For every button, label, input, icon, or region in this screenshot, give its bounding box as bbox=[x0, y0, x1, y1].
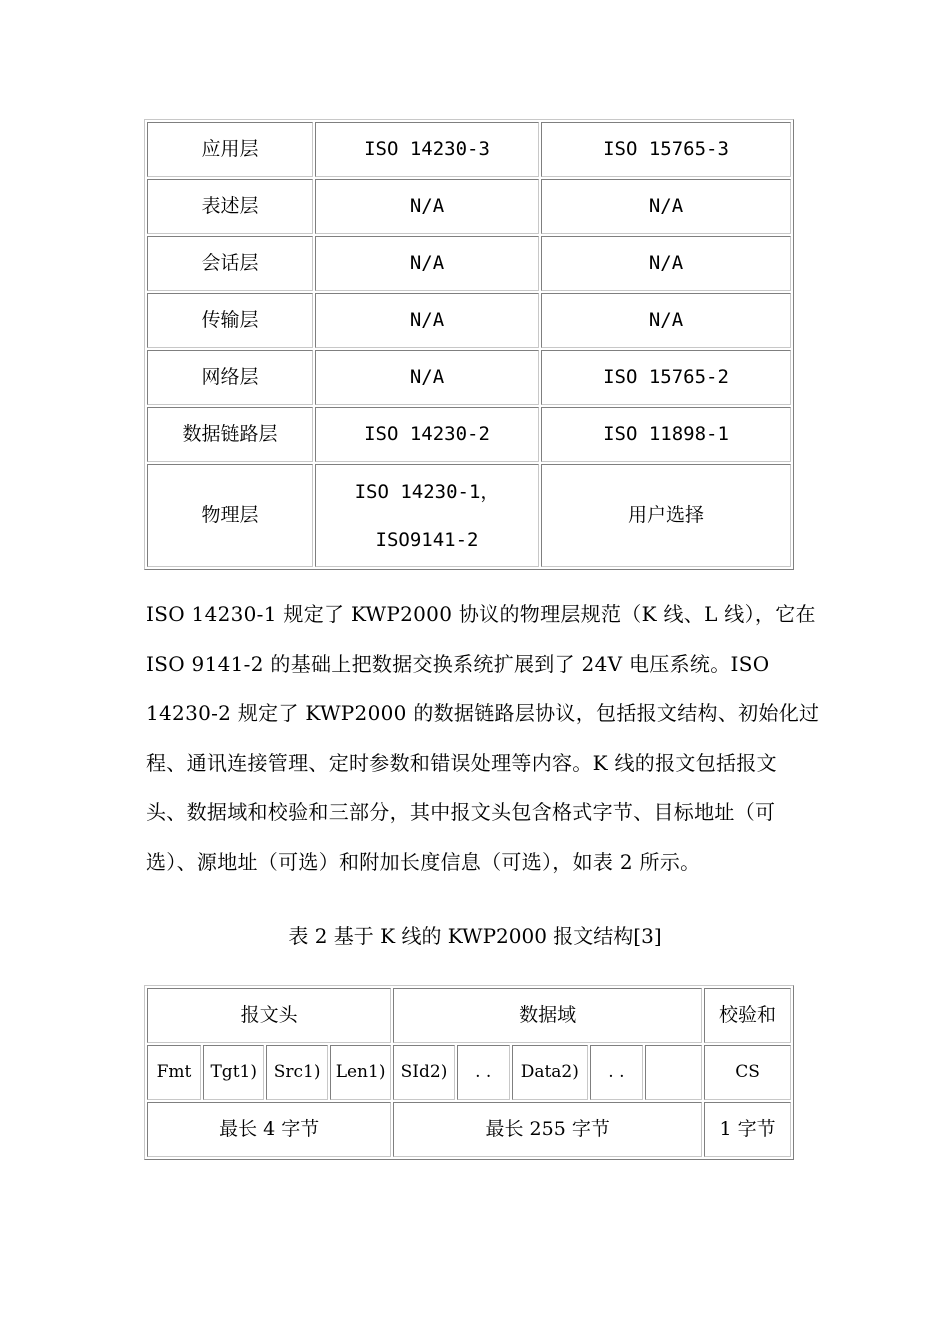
tgt-field-cell: Tgt1) bbox=[203, 1045, 264, 1100]
paragraph-line: ISO 14230-1 规定了 KWP2000 协议的物理层规范（K 线、L 线），它在 bbox=[146, 602, 816, 626]
can-standard-cell: 用户选择 bbox=[541, 464, 791, 567]
table-row bbox=[147, 293, 791, 348]
paragraph-line: 14230-2 规定了 KWP2000 的数据链路层协议，包括报文结构、初始化过 bbox=[146, 701, 820, 726]
kline-standard-cell: ISO 14230-3 bbox=[315, 122, 539, 177]
ellipsis-field-cell: . . bbox=[457, 1045, 510, 1100]
src-field-cell: Src1) bbox=[266, 1045, 327, 1100]
kline-standard-cell: N/A bbox=[315, 179, 539, 234]
paragraph-line: 程、通讯连接管理、定时参数和错误处理等内容。K 线的报文包括报文 bbox=[146, 750, 777, 775]
table-row bbox=[147, 350, 791, 405]
kline-standard-line1: ISO 14230-1， bbox=[354, 480, 500, 503]
table-caption: 表 2 基于 K 线的 KWP2000 报文结构[3] bbox=[288, 924, 662, 948]
layer-name-cell: 网络层 bbox=[147, 350, 313, 405]
body-paragraph bbox=[146, 590, 820, 888]
kline-standard-cell: N/A bbox=[315, 293, 539, 348]
table-row bbox=[147, 1102, 791, 1157]
table-row bbox=[147, 122, 791, 177]
layer-name-cell: 会话层 bbox=[147, 236, 313, 291]
paragraph-line: 头、数据域和校验和三部分，其中报文头包含格式字节、目标地址（可 bbox=[146, 800, 776, 825]
kline-standard-cell: N/A bbox=[315, 236, 539, 291]
can-standard-cell: N/A bbox=[541, 179, 791, 234]
can-standard-cell: ISO 15765-3 bbox=[541, 122, 791, 177]
kwp2000-message-structure-table bbox=[144, 985, 794, 1160]
data-length-cell: 最长 255 字节 bbox=[393, 1102, 702, 1157]
layer-name-cell: 传输层 bbox=[147, 293, 313, 348]
empty-field-cell bbox=[645, 1045, 702, 1100]
checksum-section-cell: 校验和 bbox=[704, 988, 791, 1043]
table-row bbox=[147, 1045, 791, 1100]
table-row bbox=[147, 236, 791, 291]
table-row bbox=[147, 179, 791, 234]
sid-field-cell: SId2) bbox=[393, 1045, 454, 1100]
can-standard-cell: N/A bbox=[541, 236, 791, 291]
ellipsis-field-cell: . . bbox=[590, 1045, 643, 1100]
layer-name-cell: 物理层 bbox=[147, 464, 313, 567]
checksum-length-cell: 1 字节 bbox=[704, 1102, 791, 1157]
kline-standard-cell bbox=[315, 464, 539, 567]
layer-name-cell: 数据链路层 bbox=[147, 407, 313, 462]
paragraph-line: 选）、源地址（可选）和附加长度信息（可选），如表 2 所示。 bbox=[146, 849, 701, 874]
can-standard-cell: ISO 15765-2 bbox=[541, 350, 791, 405]
data-section-cell: 数据域 bbox=[393, 988, 702, 1043]
kline-standard-line2: ISO9141-2 bbox=[375, 528, 479, 551]
fmt-field-cell: Fmt bbox=[147, 1045, 201, 1100]
cs-field-cell: CS bbox=[704, 1045, 791, 1100]
layer-name-cell: 应用层 bbox=[147, 122, 313, 177]
data-field-cell: Data2) bbox=[512, 1045, 588, 1100]
can-standard-cell: ISO 11898-1 bbox=[541, 407, 791, 462]
can-standard-cell: N/A bbox=[541, 293, 791, 348]
header-section-cell: 报文头 bbox=[147, 988, 391, 1043]
header-length-cell: 最长 4 字节 bbox=[147, 1102, 391, 1157]
len-field-cell: Len1) bbox=[330, 1045, 391, 1100]
osi-layer-table bbox=[144, 119, 794, 570]
kline-standard-cell: N/A bbox=[315, 350, 539, 405]
kline-standard-cell: ISO 14230-2 bbox=[315, 407, 539, 462]
table-row bbox=[147, 464, 791, 567]
table-row bbox=[147, 988, 791, 1043]
table-row bbox=[147, 407, 791, 462]
paragraph-line: ISO 9141-2 的基础上把数据交换系统扩展到了 24V 电压系统。ISO bbox=[146, 651, 770, 676]
layer-name-cell: 表述层 bbox=[147, 179, 313, 234]
